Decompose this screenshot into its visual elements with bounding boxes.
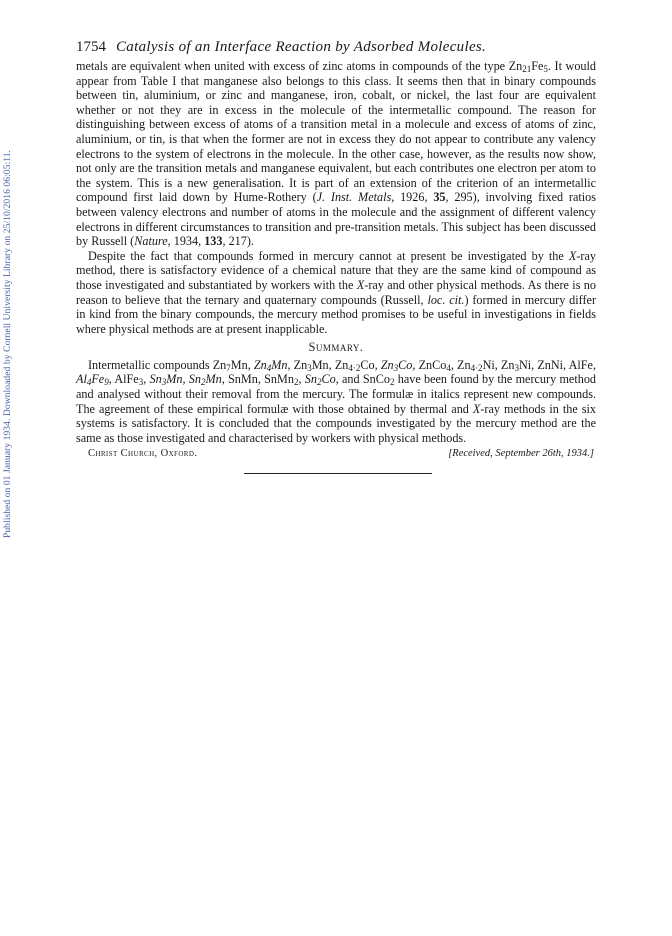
text: Mn, <box>230 357 254 372</box>
subscript: 3 <box>514 362 519 373</box>
text: . It would appear from Table I that manganese also belongs to this class. It seems then that in binary compounds between tin, aluminium, or zinc and manganese, iron, cobalt, or nickel, the last four are equivalent whether or not they are in excess in the molecule of the intermetallic compound. The reason for distinguishing between excess of atoms of a transition metal in a molecule and excess of atoms of zinc, aluminium, or tin, is that when the former are not in excess they do not appear to contribute any valency electrons to the system of electrons in the molecule. In the other case, however, as the results now show, not only are the transition metals and manganese equivalent, but each contributes one electron per atom to the system. This is a new generalisation. It is part of an extension of the criterion of an intermetallic compound first laid down by Hume-Rothery ( <box>76 59 596 205</box>
text: , <box>298 372 305 387</box>
text: Ni, Zn <box>482 357 515 372</box>
subscript: 3 <box>307 362 312 373</box>
article-footer <box>76 448 596 459</box>
page-content <box>76 36 596 474</box>
text: Despite the fact that compounds formed in mercury cannot at present be investigated by the <box>88 248 569 263</box>
text: Ni, ZnNi, AlFe, <box>518 357 596 372</box>
text: have been found by the mercury method and analysed without their removal from the mercury. The formulæ in italics represent new compounds. The agreement of these empirical formulæ with those obtained by thermal and <box>76 372 597 416</box>
text: -ray methods in the six systems is satisfactory. It is concluded that the compounds investigated by the mercury method are the same as those investigated and characterised by workers with physical methods. <box>76 401 596 445</box>
page-number: 1754 <box>76 39 106 55</box>
text: metals are equivalent when united with excess of zinc atoms in compounds of the type Zn <box>76 59 523 73</box>
italic-x: X <box>472 401 481 416</box>
text: 1926, <box>394 190 434 205</box>
summary-paragraph <box>76 358 596 446</box>
running-header <box>76 36 596 58</box>
volume-number: 35 <box>433 190 446 205</box>
text: ) formed in mercury differ in kind from the binary compounds, the mercury method promises to be useful in investigations in fields where physical methods are at present inapplicable. <box>76 292 597 336</box>
loc-cit: loc. cit. <box>427 292 465 307</box>
subscript: 3 <box>138 377 144 388</box>
subscript: 4 <box>446 362 451 373</box>
provenance-sidebar <box>2 150 20 590</box>
journal-citation: Nature, <box>134 234 171 249</box>
subscript: 4·2 <box>470 362 483 373</box>
text: , <box>143 372 150 387</box>
text: , Zn <box>450 357 471 372</box>
subscript: 4·2 <box>348 362 361 373</box>
text: AlFe <box>111 372 139 387</box>
text: Mn, Zn <box>311 357 349 372</box>
new-compound: $Sn_2Mn$, <box>188 372 225 388</box>
subscript: 7 <box>226 362 231 373</box>
article-body <box>76 59 596 445</box>
text: Co, <box>360 357 381 372</box>
paragraph-2 <box>76 249 596 337</box>
journal-citation: J. Inst. Metals, <box>316 190 395 205</box>
subscript: 5 <box>543 64 548 74</box>
running-title: Catalysis of an Interface Reaction by Adsorbed Molecules. <box>116 39 487 55</box>
text: SnMn, SnMn <box>224 372 294 387</box>
subscript: 2 <box>293 377 299 388</box>
text: Intermetallic compounds Zn <box>88 357 227 372</box>
new-compound: $Zn_4Mn$, <box>253 357 291 373</box>
summary-heading: Summary. <box>308 340 364 355</box>
text: 1934, <box>170 234 205 249</box>
author-address: Christ Church, Oxford. <box>88 448 198 460</box>
received-date: [Received, September 26th, 1934.] <box>448 448 594 460</box>
end-rule <box>244 473 432 474</box>
text: , 217). <box>222 234 254 249</box>
new-compound: $Zn_3Co$, <box>380 357 416 373</box>
subscript: 21 <box>522 64 532 74</box>
provenance-text: Published on 01 January 1934. Downloaded by Cornell University Library on 25/10/2016 06:05:11. <box>2 150 13 539</box>
text: and SnCo <box>338 372 390 387</box>
text: -ray method, there is satisfactory evidence of a chemical nature that they are the same kind of compound as those investigated and substantiated by workers with the <box>76 248 596 292</box>
new-compound: $Sn_2Co$, <box>304 372 339 388</box>
text: Fe <box>531 59 544 73</box>
new-compound: $Al_4Fe_9$, <box>76 372 112 388</box>
subscript: 2 <box>389 377 395 388</box>
italic-x: X <box>568 248 577 263</box>
text: , 295), involving fixed ratios between valency electrons and number of atoms in the molecule and the assignment of different valency electrons in different circumstances to transition and pre-transition metals. This subject has been discussed by Russell ( <box>76 190 597 249</box>
text: -ray and other physical methods. As there is no reason to believe that the ternary and quaternary compounds (Russell, <box>76 277 596 307</box>
new-compound: $Sn_3Mn$, <box>149 372 186 388</box>
paragraph-1 <box>76 59 596 249</box>
text: ZnCo <box>415 357 447 372</box>
italic-x: X <box>356 277 365 292</box>
volume-number: 133 <box>204 234 223 249</box>
text: Zn <box>290 357 308 372</box>
